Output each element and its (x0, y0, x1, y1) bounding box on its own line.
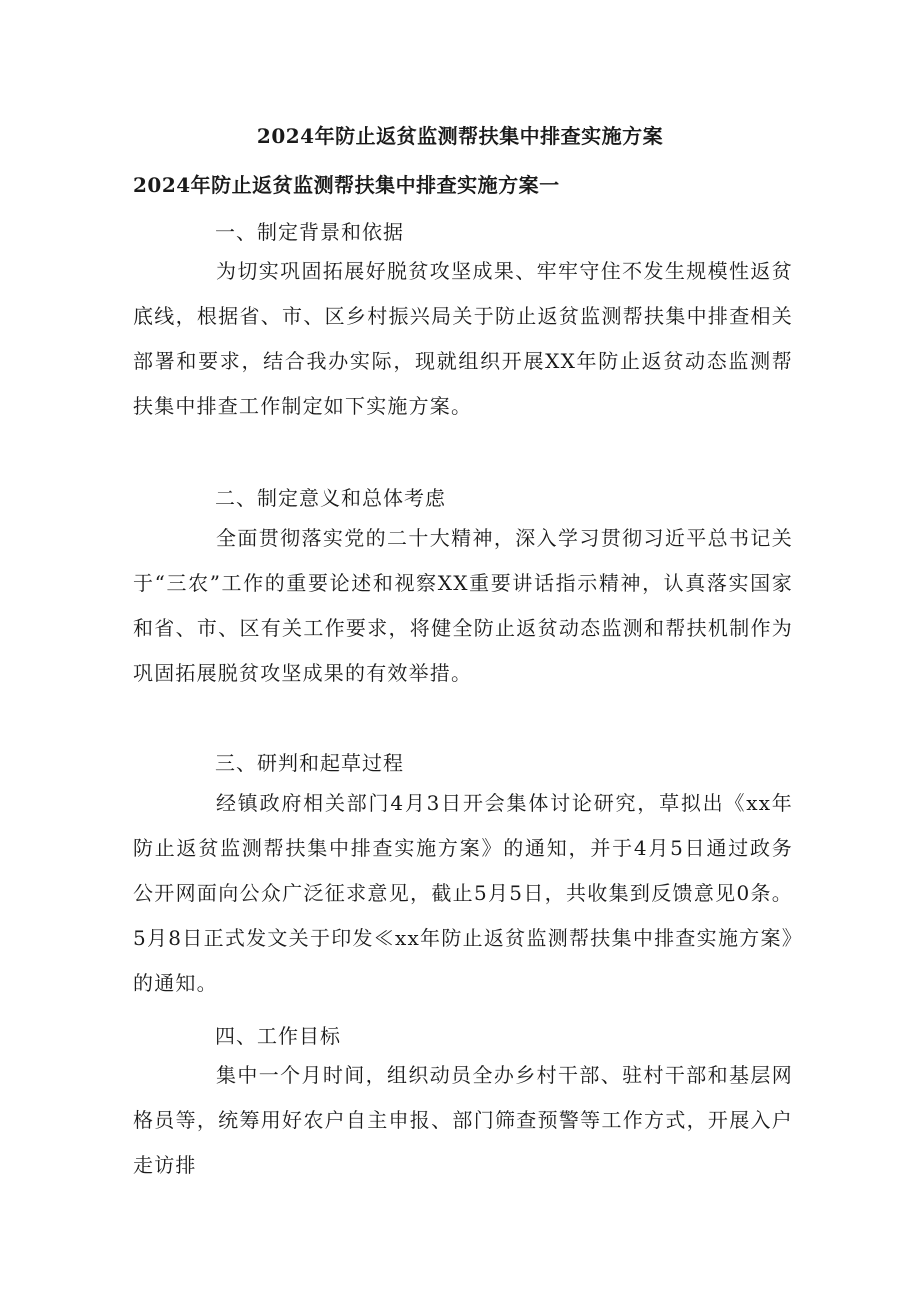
section-1-heading: 一、制定背景和依据 (215, 220, 404, 244)
document-title: 2024年防止返贫监测帮扶集中排查实施方案 (256, 124, 664, 148)
section-4-heading: 四、工作目标 (215, 1024, 341, 1048)
section-2-paragraph: 全面贯彻落实党的二十大精神，深入学习贯彻习近平总书记关于“三农”工作的重要论述和视察XX重要讲话指示精神，认真落实国家和省、市、区有关工作要求，将健全防止返贫动态监测和帮扶机制作为巩固拓展脱贫攻坚成果的有效举措。 (133, 526, 793, 685)
section-2-heading: 二、制定意义和总体考虑 (215, 486, 446, 510)
section-3-heading: 三、研判和起草过程 (215, 751, 404, 775)
section-4-paragraph: 集中一个月时间，组织动员全办乡村干部、驻村干部和基层网格员等，统筹用好农户自主申报、部门筛查预警等工作方式，开展入户走访排 (133, 1063, 793, 1177)
section-1-paragraph: 为切实巩固拓展好脱贫攻坚成果、牢牢守住不发生规模性返贫底线，根据省、市、区乡村振兴局关于防止返贫监测帮扶集中排查相关部署和要求，结合我办实际，现就组织开展XX年防止返贫动态监测帮扶集中排查工作制定如下实施方案。 (133, 259, 793, 418)
document-subtitle: 2024年防止返贫监测帮扶集中排查实施方案一 (133, 173, 560, 197)
section-3-paragraph: 经镇政府相关部门4月3日开会集体讨论研究，草拟出《xx年防止返贫监测帮扶集中排查实施方案》的通知，并于4月5日通过政务公开网面向公众广泛征求意见，截止5月5日，共收集到反馈意见0条。5月8日正式发文关于印发≪xx年防止返贫监测帮扶集中排查实施方案》的通知。 (133, 791, 793, 995)
